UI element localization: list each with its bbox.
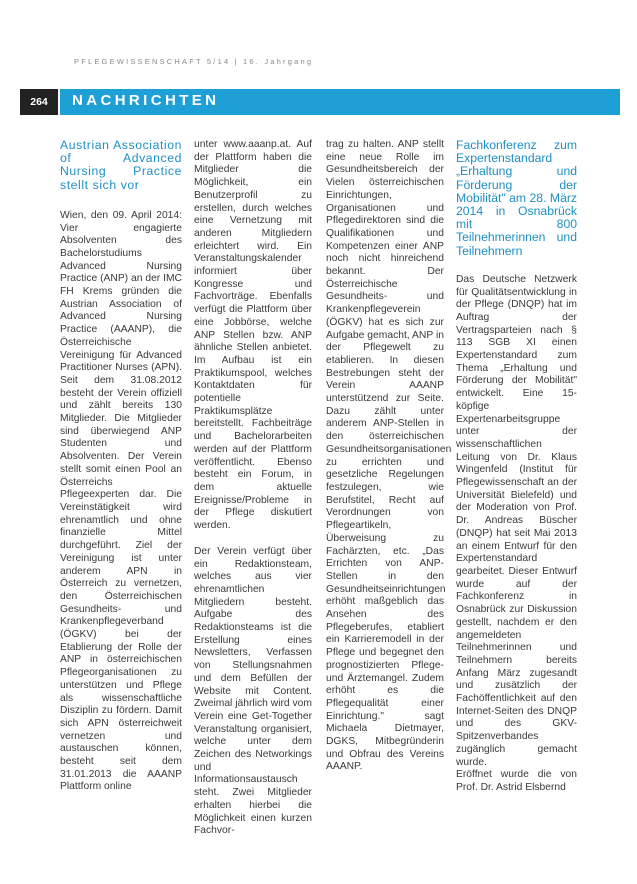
article-2-heading: Fachkonferenz zum Expertenstandard „Erhaltung und Förderung der Mobilität" am 28. März 2014 in Osnabrück mit 800 Teilnehmerinnen und Teilnehmern <box>456 138 577 258</box>
column-3 <box>326 139 452 774</box>
article-1-body-col-2-para-1: unter www.aaanp.at. Auf der Plattform haben die Mitglieder die Möglichkeit, ein Benutzerprofil zu erstellen, durch welches eine Vernetzung mit anderen Mitgliedern erleichtert wird. Ein Veranstaltungskalender informiert über Kongresse und Fachvorträge. Ebenfalls verfügt die Plattform über eine Jobbörse, welche ANP Stellen bzw. ANP ähnliche Stellen anbietet. Im Aufbau ist ein Praktikumspool, welches Kontaktdaten für potentielle Praktikumsplätze bereitstellt. Fachbeiträge und Bachelorarbeiten werden auf der Plattform veröffentlicht. Ebenso besteht ein Forum, in dem aktuelle Ereignisse/Probleme in der Pflege diskutiert werden. <box>194 139 312 532</box>
article-1-body-col-2-para-2: Der Verein verfügt über ein Redaktionsteam, welches aus vier ehrenamtlichen Mitgliedern besteht. Aufgabe des Redaktionsteams ist die Erstellung eines Newsletters, Verfassen von Stellungsnahmen und dem Befüllen der Website mit Content. Zweimal jährlich wird vom Verein eine Get-Together Veranstaltung organisiert, welche unter dem Zeichen des Networkings und Informationsaustausch steht. Zwei Mitglieder erhalten hierbei die Möglichkeit einen kurzen Fachvor- <box>194 545 312 837</box>
article-1-heading: Austrian Association of Advanced Nursing Practice stellt sich vor <box>60 138 182 192</box>
article-2-body-para-2: Eröffnet wurde die von Prof. Dr. Astrid Elsbernd <box>456 769 577 793</box>
running-head: PFLEGEWISSENSCHAFT 5/14 | 16. Jahrgang <box>74 57 314 66</box>
page-number: 264 <box>20 89 58 115</box>
article-1-body-col-1: Wien, den 09. April 2014: Vier engagierte Absolventen des Bachelorstudiums Advanced Nursing Practice (ANP) an der IMC FH Krems gründen die Austrian Association of Advanced Nursing Practice (AAANP), die Österreichische Vereinigung für Advanced Practitioner Nurses (APN). Seit dem 31.08.2012 besteht der Verein offiziell und zählt bereits 130 Mitglieder. Die Mitglieder sind überwiegend ANP Studenten und Absolventen. Der Verein stellt somit einen Pool an Österreichs Pflegeexperten dar. Die Vereinstätigkeit wird ehrenamtlich und ohne finanzielle Mittel durchgeführt. Ziel der Vereinigung ist unter anderem APN in Österreich zu vernetzen, den Österreichischen Gesundheits- und Krankenpflegeverband (ÖGKV) bei der Etablierung der Rolle der ANP in österreichischen Pflegeorganisationen zu unterstützen und Pflege als wissenschaftliche Disziplin zu fördern. Damit sich APN österreichweit vernetzen und austauschen können, besteht seit dem 31.01.2013 die AAANP Plattform online <box>60 209 182 793</box>
column-1 <box>60 139 182 794</box>
section-title: NACHRICHTEN <box>72 92 220 109</box>
article-1-body-col-3: trag zu halten. ANP stellt eine neue Rolle im Gesundheitsbereich der Vielen österreichischen Einrichtungen, Organisationen und Pflegedirektoren sind die Qualifikationen und Kompetenzen einer ANP noch nicht hinreichend bekannt. Der Österreichische Gesundheits- und Krankenpflegeverein (ÖGKV) hat es sich zur Aufgabe gemacht, ANP in der Pflegewelt zu etablieren. In diesen Bestrebungen steht der Verein AAANP unterstützend zur Seite. Dazu zählt unter anderem ANP-Stellen in den österreichischen Gesundheitsorganisationen zu errichten und gesetzliche Regelungen festzulegen, wie Berufstitel, Recht auf Verordnungen von Pflegeartikeln, Überweisung zu Fachärzten, etc. „Das Errichten von ANP-Stellen in den Gesundheitseinrichtungen erhöht maßgeblich das Ansehen des Pflegeberufes, etabliert ein Karrieremodell in der Pflege und begegnet den prognostizierten Pflege- und Ärztemangel. Zudem erhöht es die Pflegequalität einer Einrichtung." sagt Michaela Dietmayer, DGKS, Mitbegründerin und Obfrau des Vereins AAANP. <box>326 139 452 773</box>
article-2-body-para-1: Das Deutsche Netzwerk für Qualitätsentwicklung in der Pflege (DNQP) hat im Auftrag der Vertragsparteien nach § 113 SGB XI einen Expertenstandard zum Thema „Erhaltung und Förderung der Mobilität" entwickelt. Eine 15-köpfige Expertenarbeitsgruppe unter der wissenschaftlichen Leitung von Dr. Klaus Wingenfeld (Institut für Pflegewissenschaft an der Universität Bielefeld) und der Moderation von Prof. Dr. Andreas Büscher (DNQP) hat seit Mai 2013 an einem Entwurf für den Expertenstandard gearbeitet. Dieser Entwurf wurde auf der Fachkonferenz in Osnabrück zur Diskussion gestellt, nachdem er den angemeldeten Teilnehmerinnen und Teilnehmern bereits Anfang März zugesandt und zusätzlich der Fachöffentlichkeit auf den Internet-Seiten des DNQP und des GKV-Spitzenverbandes zugänglich gemacht wurde. <box>456 273 577 768</box>
column-4 <box>456 139 577 795</box>
column-2 <box>194 139 312 838</box>
